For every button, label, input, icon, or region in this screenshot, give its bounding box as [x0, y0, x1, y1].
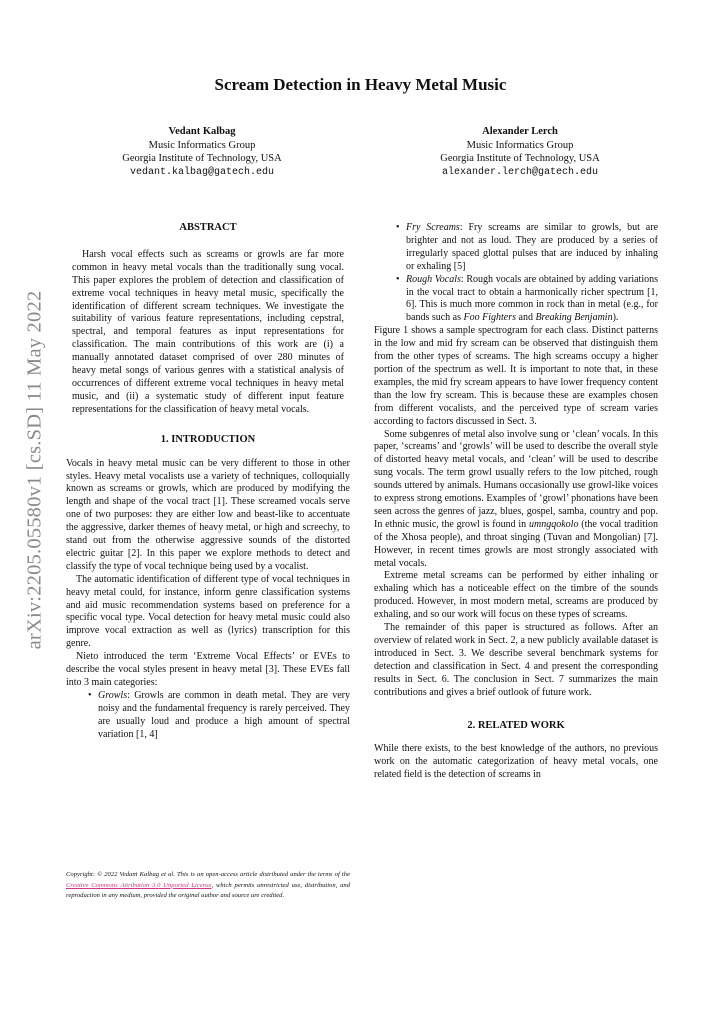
bullet-text: and [516, 312, 536, 324]
author-group: Music Informatics Group [466, 139, 574, 151]
bullet-text: : Growls are common in death metal. They are very noisy and the fundamental frequency is rarely perceived. They are usually loud and produce a high amount of spectral variation [1, 4] [98, 689, 350, 740]
paragraph-text: (the vocal tradition of the Xhosa people), and throat singing (Tuvan and Mongolian) [7]. However, in recent times growls are most strongly associated with metal vocals. [374, 518, 658, 569]
intro-paragraph-2: The automatic identification of different type of vocal techniques in heavy metal could, for instance, inform genre classification systems and aid music recommendation systems based on preference for a specific vocal type. Vocal detection for heavy metal music could also improve vocal extraction as well as (lyrics) transcription for this genre. [66, 573, 350, 650]
bullet-term: Fry Screams [406, 222, 460, 233]
band-name: Breaking Benjamin [535, 312, 613, 324]
license-link[interactable]: Creative Commons Attribution 3.0 Unported License [66, 881, 212, 889]
copyright-notice [66, 870, 350, 902]
bullet-text: ). [612, 312, 619, 324]
author-email[interactable]: alexander.lerch@gatech.edu [441, 166, 599, 178]
bullet-term: Growls [98, 689, 128, 701]
intro-paragraph-5 [374, 429, 658, 571]
paragraph-text: Some subgenres of metal also involve sung or ‘clean’ vocals. In this paper, ‘screams’ and ‘growls’ will be used to describe the overall style of distorted heavy metal vocals, and ‘clean’ will be used to describe sung vocals. The term growl usually refers to the low pitched, rough sounds uttered by animals. Humans occasionally use growl-like voices to express strong emotions. Examples of ‘growl’ phonations have been seen across the genres of jazz, blues, gospel, samba, country and pop. In ethnic music, the growl is found in [374, 428, 658, 530]
author-group: Music Informatics Group [148, 139, 256, 151]
author-block-2 [370, 125, 670, 179]
list-item [406, 222, 658, 274]
abstract-heading: ABSTRACT [179, 222, 237, 233]
bullet-term: Rough Vocals [406, 273, 461, 285]
author-name: Alexander Lerch [482, 126, 558, 137]
abstract-text: Harsh vocal effects such as screams or growls are far more common in heavy metal vocals than the traditionally sung vocal. This paper explores the problem of detection and classification of extreme vocal techniques in heavy metal music, specifically the identification of different scream techniques. We investigate the suitability of various feature representations, including cepstral, spectral, and temporal features as input representations for classification. The main contributions of this work are (i) a manually annotated dataset comprised of over 280 minutes of heavy metal songs of various genres with a statistical analysis of occurrences of different extreme vocal techniques in heavy metal music, and (ii) a systematic study of different input feature representations for the classification of heavy metal vocals. [72, 248, 344, 415]
arxiv-stamp [20, 190, 50, 750]
band-name: Foo Fighters [463, 312, 516, 324]
bullet-text: : Fry screams are similar to growls, but are brighter and not as loud. They are produced by a series of irregularly spaced glottal pulses that are induced by inhaling or exhaling [5] [406, 222, 659, 272]
related-work-paragraph-1: While there exists, to the best knowledge of the authors, no previous work on the automatic categorization of heavy metal vocals, one related field is the detection of screams in [374, 743, 658, 781]
intro-paragraph-4: Figure 1 shows a sample spectrogram for each class. Distinct patterns in the low and mid fry scream can be observed that distinguish them from the other types of screams. The high screams occupy a higher portion of the spectrum as well. It is important to note that, in these examples, the mid fry scream appears to have lower frequency content than the low fry scream. This is because these are examples chosen from different vocalists, and the perceived type of scream varies according to factors discussed in Sect. 3. [374, 325, 658, 427]
term: umngqokolo [529, 518, 579, 530]
author-institution: Georgia Institute of Technology, USA [440, 153, 600, 164]
author-email[interactable]: vedant.kalbag@gatech.edu [129, 166, 275, 178]
related-work-heading: 2. RELATED WORK [467, 719, 565, 731]
eve-category-list [66, 690, 350, 742]
right-column [374, 222, 658, 782]
intro-paragraph-7: The remainder of this paper is structured as follows. After an overview of related work in Sect. 2, a new publicly available dataset is introduced in Sect. 3. We describe several benchmark systems for detection and classification in Sect. 4 and present the corresponding results in Sect. 6. The conclusion in Sect. 7 summarizes the main contributions and gives a brief outlook of future work. [374, 622, 658, 698]
intro-paragraph-3: Nieto introduced the term ‘Extreme Vocal Effects’ or EVEs to describe the vocal styles present in heavy metal [3]. These EVEs fall into 3 main categories: [66, 651, 350, 688]
author-block-1 [52, 125, 352, 179]
list-item [98, 690, 350, 742]
arxiv-stamp-text: arXiv:2205.05580v1 [cs.SD] 11 May 2022 [23, 290, 46, 650]
intro-paragraph-6: Extreme metal screams can be performed by either inhaling or exhaling which has a noticeable effect on the timbre of the sounds produced. However, in most modern metal, screams are produced by exhaling, and so our work will focus on these types of screams. [374, 570, 658, 621]
eve-category-list-continued [374, 222, 658, 325]
left-column [66, 222, 350, 742]
bullet-text: : Rough vocals are obtained by adding variations in the vocal tract to obtain a harmonically richer spectrum [1, 6]. This is much more common in rock than in metal (e.g., for bands such as [406, 273, 658, 324]
author-institution: Georgia Institute of Technology, USA [122, 153, 282, 164]
copyright-prefix: Copyright: © 2022 Vedant Kalbag et al. This is an open-access article distributed under the terms of the [66, 871, 350, 878]
paper-title: Scream Detection in Heavy Metal Music [214, 75, 507, 94]
intro-paragraph-1: Vocals in heavy metal music can be very different to those in other styles. Heavy metal vocalists use a variety of techniques, colloquially known as screams or growls, which are produced by modifying the length and shape of the vocal tract [1]. These screamed vocals serve one of two purposes: they are either low and beast-like to accentuate the aggressive, darker themes of heavy metal, or high and screechy, to stand out from the otherwise aggressive sounds of the distorted electric guitar [2]. In this paper we explore methods to detect and classify the type of vocal technique being used by a vocalist. [66, 457, 350, 572]
copyright-suffix: , which permits unrestricted use, distribution, and reproduction in any medium, provided the original author and source are credited. [66, 881, 350, 899]
author-name: Vedant Kalbag [168, 126, 236, 137]
list-item [406, 274, 658, 326]
intro-heading: 1. INTRODUCTION [160, 433, 256, 445]
